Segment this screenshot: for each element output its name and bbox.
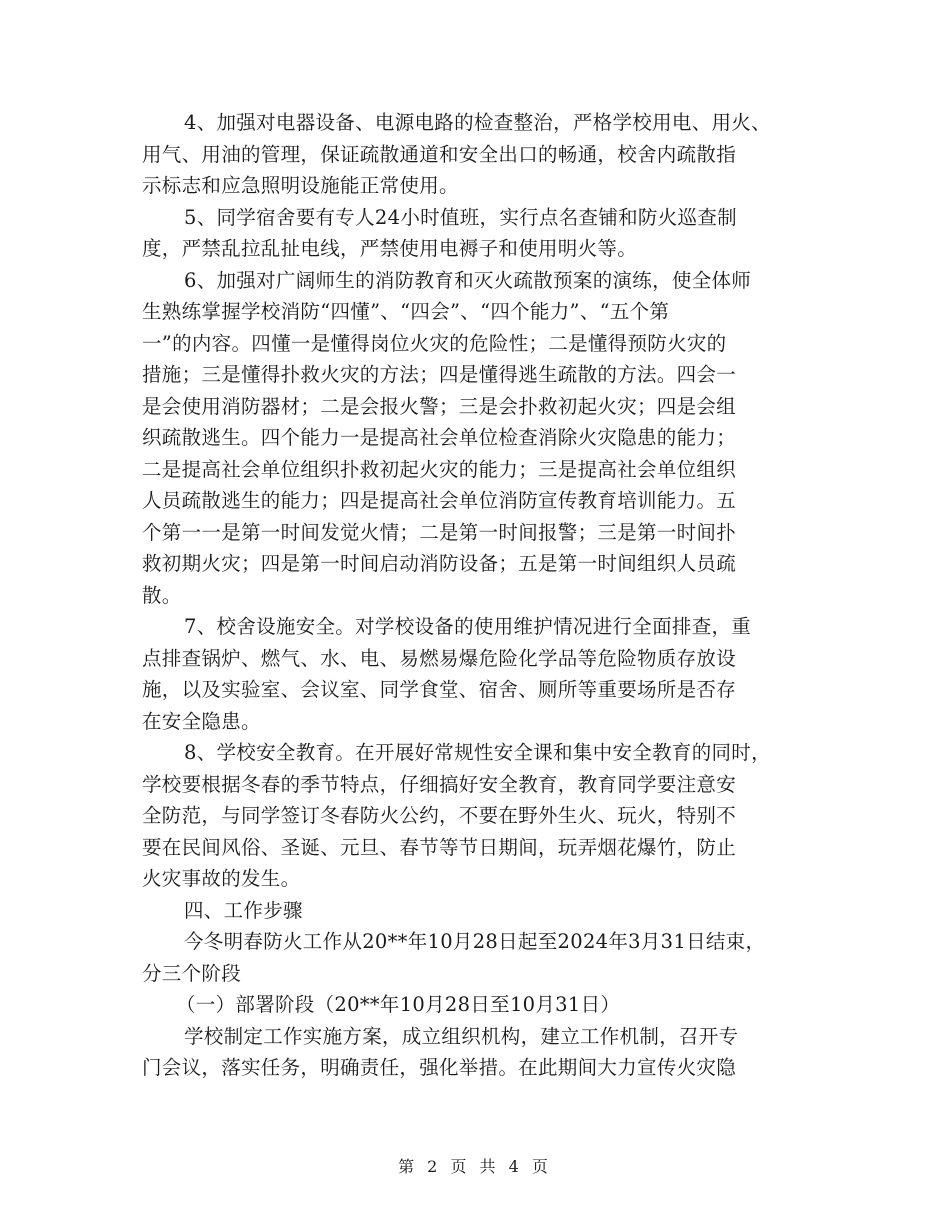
paragraph-line: 5、同学宿舍要有专人24小时值班，实行点名查铺和防火巡查制 [184,205,737,229]
paragraph-line: 度，严禁乱拉乱扯电线，严禁使用电褥子和使用明火等。 [142,237,638,260]
paragraph-line: 用气、用油的管理，保证疏散通道和安全出口的畅通，校舍内疏散指 [142,142,737,166]
paragraph-line: 散。 [142,583,182,607]
paragraph-line: 学校要根据冬春的季节特点，仔细搞好安全教育，教育同学要注意安 [142,772,737,796]
paragraph-line: 今冬明春防火工作从20**年10月28日起至2024年3月31日结束， [184,930,766,953]
paragraph-line: 织疏散逃生。四个能力一是提高社会单位检查消除火灾隐患的能力； [142,426,737,449]
paragraph-line: 分三个阶段 [142,961,242,985]
paragraph-line: 7、校舍设施安全。对学校设备的使用维护情况进行全面排查，重 [184,615,752,638]
paragraph-line: 点排查锅炉、燃气、水、电、易燃易爆危险化学品等危险物质存放设 [142,646,737,670]
paragraph-line: 要在民间风俗、圣诞、元旦、春节等节日期间，玩弄烟花爆竹，防止 [142,835,737,859]
paragraph-line: 救初期火灾；四是第一时间启动消防设备；五是第一时间组织人员疏 [142,552,737,575]
paragraph-line: 学校制定工作实施方案，成立组织机构，建立工作机制，召开专 [184,1024,739,1048]
paragraph-line: 措施；三是懂得扑救火灾的方法；四是懂得逃生疏散的方法。四会一 [142,363,737,386]
section-heading: 四、工作步骤 [184,898,303,922]
document-body [142,107,842,1084]
paragraph-line: 生熟练掌握学校消防“四懂”、“四会”、“四个能力”、“五个第 [142,300,670,323]
paragraph-line: 二是提高社会单位组织扑救初起火灾的能力；三是提高社会单位组织 [142,457,737,481]
paragraph-line: 4、加强对电器设备、电源电路的检查整治，严格学校用电、用火、 [184,111,771,134]
paragraph-line: 一”的内容。四懂一是懂得岗位火灾的危险性；二是懂得预防火灾的 [142,331,727,355]
paragraph-line: 6、加强对广阔师生的消防教育和灭火疏散预案的演练，使全体师 [184,268,752,292]
paragraph-line: 施，以及实验室、会议室、同学食堂、宿舍、厕所等重要场所是否存 [142,678,737,701]
paragraph-line: 在安全隐患。 [142,709,261,733]
paragraph-line: 个第一一是第一时间发觉火情；二是第一时间报警；三是第一时间扑 [142,520,737,544]
paragraph-line: 全防范，与同学签订冬春防火公约，不要在野外生火、玩火，特别不 [142,804,737,827]
paragraph-line: 是会使用消防器材；二是会报火警；三是会扑救初起火灾；四是会组 [142,394,737,418]
paragraph-line: 门会议，落实任务，明确责任，强化举措。在此期间大力宣传火灾隐 [142,1056,737,1079]
page-number-footer: 第 2 页 共 4 页 [398,1157,552,1176]
paragraph-line: 8、学校安全教育。在开展好常规性安全课和集中安全教育的同时， [184,741,771,764]
paragraph-line: 人员疏散逃生的能力；四是提高社会单位消防宣传教育培训能力。五 [142,489,737,512]
subsection-heading: （一）部署阶段（20**年10月28日至10月31日） [176,993,621,1016]
paragraph-line: 示标志和应急照明设施能正常使用。 [142,174,459,197]
paragraph-line: 火灾事故的发生。 [142,867,301,890]
